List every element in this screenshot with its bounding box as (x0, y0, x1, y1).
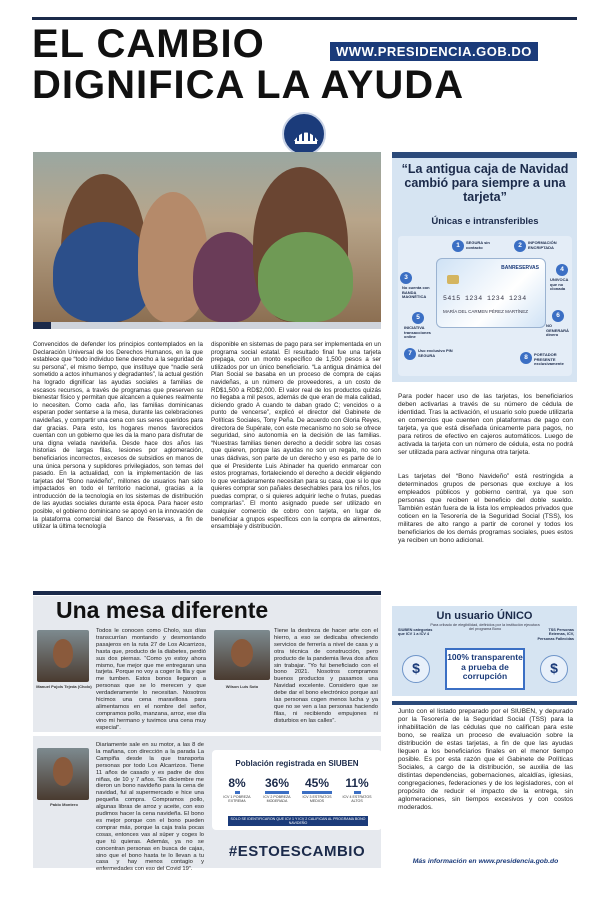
stat-icv4 (338, 776, 376, 803)
feature-label: UNIVOCA que no clonada (550, 277, 569, 292)
website-url[interactable]: WWW.PRESIDENCIA.GOB.DO (330, 42, 538, 61)
right-paragraph-2: Las tarjetas del “Bono Navideño” está restringida a determinados grupos de personas que excluye a los empleados públicos y gobierno central, ya que son personas que reciben el beneficio del doble sueldo. También están fuera de la lista los empleados privados que coticen en la Tesorería de la Seguridad Social (TSS), los militares de alto rango a partir de coronel y todos los beneficiarios de los demás programas sociales, pues estos ya reciben un bono adicional. (398, 473, 573, 544)
feature-badge: 5 (412, 312, 424, 324)
caption-wilson: Wilson Luis Soto (225, 684, 259, 689)
right-paragraph-3: Junto con el listado preparado por el SIUBEN, y depurado por la Tesorería de la Seguridad Social (TSS) para la inhabilitación de las cédulas que no califican para este bono, se realiza un proceso de evaluación sobre la distribución de estas tarjetas, a fin de que las ayudas lleguen a los beneficiarios finales en el menor tiempo posible. Es por esta razón que el Gabinete de Políticas Sociales, a cargo de la distribución, se auxilia de las distintas dependencias, gobernaciones, alcaldías, iglesias, congregaciones, federaciones y de los legisladores, con el propósito de reducir el impacto de la entrega, sin aglomeraciones, sin tiempos excesivos y con costos moderados. (398, 708, 573, 811)
bono-card (436, 258, 546, 328)
photo-caption-bar (33, 322, 381, 329)
feature-badge: 8 (520, 352, 532, 364)
panel-subtitle: Únicas e intransferibles (431, 216, 539, 227)
feature-badge: 4 (556, 264, 568, 276)
feature-badge: 6 (552, 310, 564, 322)
story-cholo: Todos le conocen como Cholo, sus días transcurrían montando y desmontando pasajeros en la ruta 27 de Los Alcarrizos, hasta que, producto de la diabetes, perdió sus dos piernas. “Como yo estoy ahora mismo, fue mejor que me entregaran una tarjeta. Porque no voy a coger la fila y que me tumben. Estos bonos llegaron a personas que se lo merecen y que verdaderamente lo necesitan. Nosotros hicimos una cena maravillosa para alimentarnos en el nombre del señor, compramos pollo, manzana, arroz, ese día vino mi hermano y tuvimos una cena muy especial”. (96, 628, 206, 731)
feature-label: Uso exclusivo PIN SEGURA (418, 348, 453, 358)
stat-bar (235, 791, 240, 794)
stat-label: ICV 2 POBREZA MODERADA (263, 795, 291, 804)
headline-line-1: EL CAMBIO (32, 22, 265, 66)
stat-icv2 (258, 776, 296, 803)
stat-label: ICV 4 ESTRATOS ALTOS (342, 795, 372, 804)
stat-label: ICV 1 POBREZA EXTREMA (223, 795, 251, 804)
feature-badge: 2 (514, 240, 526, 252)
feature-label: NO GENERARÁ dinero (546, 323, 569, 338)
feature-label: INICIATIVA transacciones online (404, 325, 431, 340)
top-rule (32, 17, 577, 20)
family-photo (33, 152, 381, 322)
caption-pablo: Pablo Montero (50, 802, 78, 807)
wilson-portrait (214, 630, 270, 680)
feature-label: SEGURA sin contacto (466, 240, 490, 250)
cholo-portrait (37, 630, 89, 682)
mesa-top-bar (33, 591, 381, 595)
stat-bar (354, 791, 361, 794)
feature-label: No cuenta con BANDA MAGNÉTICA (402, 285, 430, 300)
panel-bottom-bar (392, 701, 577, 705)
stat-bar (302, 791, 332, 794)
stat-percent: 36% (264, 776, 290, 790)
hashtag: #ESTOESCAMBIO (228, 843, 366, 860)
article-column-2: disponible en sistemas de pago para ser implementada en un programa social estatal. El resultado final fue una tarjeta prepaga, con un monto específico de 1,500 pesos a ser utilizados por un único beneficiario. “La antigua dinámica del Plan Social se basaba en un proceso de compra de cajas navideñas, a un número de proveedores, a un costo de RD$1,500 a RD$2,000. El valor real de los productos quizás no llegaba a mil pesos, además de que eran de mala calidad, diciendo grado A cuando te daban grado C; vencidos o a punto de vencerse”, explicó el director del Gabinete de Políticas Sociales, Tony Peña. De acuerdo con Gloria Reyes, directora de Supérate, con este mecanismo no solo se ofrece seguridad, sino autonomía en la decisión de las familias. “Nuestras familias tienen derecho a decidir sobre las cosas que quieren, porque las ayudas no son un regalo, no son unas dádivas, son parte de un derecho y eso es parte de lo que el Presidente Luis Abinader ha querido enmarcar con estos programas, fortaleciendo el derecho a decidir eligiendo lo que verdaderamente necesitan para su casa, que si lo que quieres comprar son pañales desechables para los niños, los puedas comprar, o si quieres adquirir leche o frutas, puedas comprarlas”. El monto asignado puede ser utilizado en cualquier comercio de cobro con tarjeta, en lugar de beneficiar a grupos específicos con la compra de alimentos, ensamblaje y distribución. (211, 341, 381, 531)
stat-bar (265, 791, 289, 794)
presidency-seal-icon (282, 112, 326, 156)
unique-user-subtitle: Para cribado de elegibilidad, definidos por la institución ejecutora del programa Bono (430, 623, 540, 632)
caption-cholo: Manuel Pujols Tejeda (Cholo) (36, 684, 92, 689)
stats-title: Población registrada en SIUBEN (235, 759, 359, 768)
unique-user-title: Un usuario ÚNICO (436, 610, 533, 622)
story-pablo: Diariamente sale en su motor, a las 8 de la mañana, con dirección a la parada La Campiña desde la que transporta personas por todo Los Alcarrizos. Tiene 11 años de casado y es padre de dos niñas, de 10 y 7 años. “En diciembre me dieron un bono navideño para la cena de navidad, fui al supermercado e hice una pequeña compra. Compramos pollo, algunas libras de arroz y aceite, con eso pudimos hacer la cena navideña. El bono es mejor porque con el bono pueden comprar más, porque la caja traía pocas cosas, entonces vas al súper y coges lo que tú quieras. Además, ya no se concentran personas en busca de cajas, sino que el bono hasta te lo llevan a tu casa y hay menos contagio y enfermedades con eso del Covid 19”. (96, 742, 204, 873)
story-wilson: Tiene la destreza de hacer arte con el hierro, a eso se dedicaba ofreciendo servicios de ferrería a nivel de casa y a otra técnica de construcción, pero producto de la pandemia lleva dos años sin trabajar. “Yo fui beneficiado con el bono 2021. Nosotros compramos buenos productos y pasamos una Navidad excelente. Considero que se debe dar el bono electrónico porque así las personas cogen menos lucha y ya que no se ven a las personas haciendo filas, ni recibiendo empujones ni disturbios en las calles”. (274, 628, 378, 724)
money-icon: $ (540, 655, 568, 683)
stat-label: ICV 3 ESTRATOS MEDIOS (302, 795, 332, 804)
pablo-portrait (37, 748, 89, 800)
stats-note: SOLO SE IDENTIFICARON QUE ICV 1 Y ICV 2 CALIFICAN AL PROGRAMA BONO NAVIDEÑO (228, 816, 368, 826)
headline (32, 24, 577, 106)
headline-line-2: DIGNIFICA LA AYUDA (32, 63, 465, 107)
feature-badge: 1 (452, 240, 464, 252)
panel-title: “La antigua caja de Navidad cambió para siempre a una tarjeta” (401, 162, 569, 204)
stat-percent: 11% (345, 776, 369, 790)
card-number: 5415 1234 1234 1234 (443, 295, 527, 302)
card-chip-icon (447, 275, 459, 284)
more-info-link[interactable]: Más información en www.presidencia.gob.do (412, 858, 559, 865)
feature-label: INFORMACIÓN ENCRIPTADA (528, 240, 557, 250)
stat-icv3 (298, 776, 336, 803)
right-paragraph-1: Para poder hacer uso de las tarjetas, los beneficiarios deben activarlas a través de su número de cédula de identidad. Tras la activación, el usuario solo puede utilizarla en comercios que cuenten con plataformas de pago con tarjeta, ya que está diseñada únicamente para pagos, no para retiros de efectivo en cajeros automáticos. Luego de activada la tarjeta con un número de cédula, esta no podrá ser utilizada para activar ninguna otra tarjeta. (398, 393, 573, 456)
feature-label: PORTADOR PRESENTE exclusivamente (534, 352, 564, 367)
siuben-label: SIUBEN categorías que ICV 1 a ICV 4 (398, 628, 433, 637)
panel-top-bar (392, 152, 577, 158)
mesa-title: Una mesa diferente (56, 597, 269, 623)
transparency-box: 100% transparente a prueba de corrupción (445, 648, 525, 690)
stat-percent: 8% (228, 776, 246, 790)
tss-label: TSS Personas Externas, ICV, Personas Fallecidas (537, 628, 574, 641)
card-bank: BANRESERVAS (501, 265, 539, 271)
feature-badge: 3 (400, 272, 412, 284)
article-column-1: Convencidos de defender los principios contemplados en la Declaración Universal de los Derechos Humanos, en la que establece que “todo individuo tiene derecho a la seguridad de su persona”, el mismo tiempo, que instituye que “nadie será sometido a actos inhumanos y degradantes”, la actual gestión ha logrado dignificar las ayudas sociales a familias de escasos recursos, a través de programas que preserven su bienestar físico y permitan que alcancen a quienes realmente lo necesiten. Como cada año, las familias dominicanas esperan poder sentarse a la mesa, durante las celebraciones navideñas, y compartir una cena con sus seres queridos para dar gracias. Para esto, los hogares menos favorecidos cuentan con un gobierno que les da la mano para disfrutar de una digna velada navideña. Desde hace dos años las historias de largas filas, lesiones por aglomeración, beneficiarios incorrectos, excesos de subsidios en manos de una única persona y suplidores privilegiados, son temas del pasado. En la actualidad, con la implementación de las tarjetas del “Bono navideño”, millones de usuarios han sido impactados en todo el territorio nacional, gracias a la introducción de la tecnología en los sistemas de distribución de las ayudas sociales durante esta época. Para hacer esto posible, el gobierno dominicano se apoyó en la innovación de la plataforma comercial del Banco de Reservas, a fin de utilizar la última tecnología (33, 341, 203, 531)
card-holder-name: MARÍA DEL CARMEN PÉREZ MARTÍNEZ (443, 309, 529, 314)
feature-badge: 7 (404, 348, 416, 360)
stat-percent: 45% (304, 776, 330, 790)
money-icon: $ (402, 655, 430, 683)
stat-icv1 (218, 776, 256, 803)
